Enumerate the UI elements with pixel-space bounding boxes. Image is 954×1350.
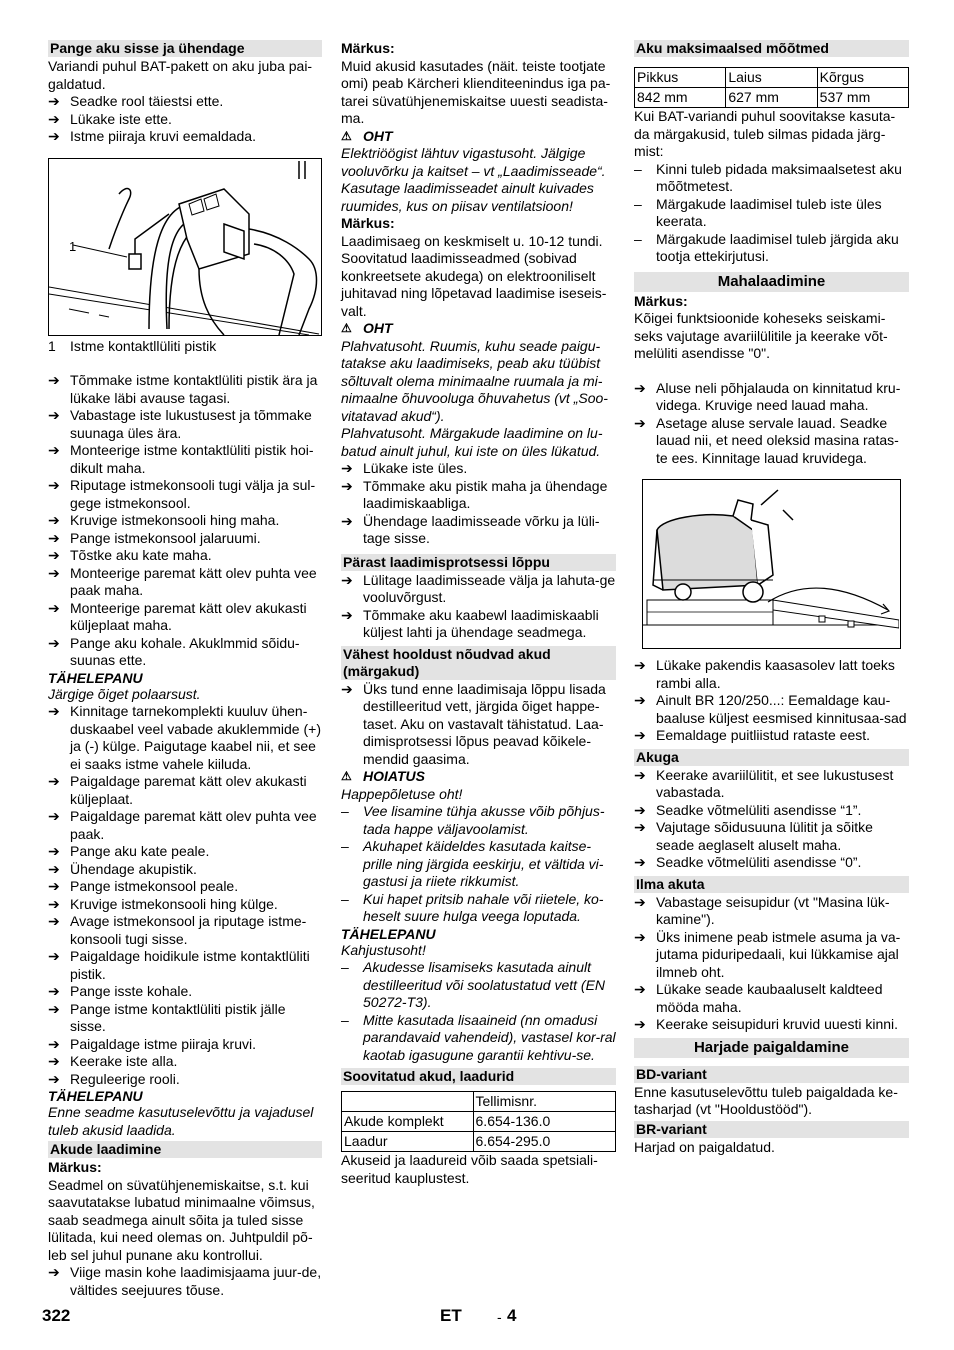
remark-label: Märkus: (341, 40, 395, 56)
dash-marker: – (634, 160, 642, 177)
arrow-icon: ➔ (341, 477, 353, 494)
arrow-icon: ➔ (48, 634, 60, 651)
step-text: Tõmmake aku kaabewl laadimiskaabli küljest lahti ja ühendage seadmega. (363, 606, 599, 640)
step-item (48, 913, 322, 948)
table-row (635, 88, 909, 108)
dash-marker: – (341, 838, 349, 854)
step-text: Monteerige paremat kätt olev akukasti küljeplaat maha. (70, 599, 307, 633)
accessories-table (341, 1091, 616, 1152)
caption-number: 1 (48, 337, 56, 354)
step-text: Keerake avariilülitit, et see lukustusest vabastada. (656, 766, 894, 800)
step-text: Tõmmake aku pistik maha ja ühendage laadimiskaabliga. (363, 477, 608, 511)
step-text: Kruvige istmekonsooli hing külge. (70, 895, 278, 912)
dash-item (341, 891, 616, 926)
step-item (634, 692, 909, 727)
step-item (341, 460, 616, 478)
arrow-icon: ➔ (634, 1016, 646, 1032)
step-text: Pange aku kohale. Akuklmmid sõidu-suunas ette. (70, 634, 300, 668)
section-heading: Akude laadimine (48, 1141, 322, 1158)
step-text: Lükake seade kaubaaluselt kaldteed mööda maha. (656, 981, 883, 1015)
dash-marker: – (341, 959, 349, 975)
arrow-icon: ➔ (48, 529, 60, 546)
arrow-icon: ➔ (634, 379, 646, 396)
step-text: Pange aku kate peale. (70, 843, 210, 859)
table-cell: 627 mm (726, 88, 817, 108)
unloading-figure (642, 479, 901, 649)
dash-text: Akuhapet käideldes kasutada kaitse-prille ning järgida eeskirju, et vältida vi-gastusi ja riiete rikkumist. (363, 838, 604, 889)
dash-list (341, 959, 616, 1064)
arrow-icon: ➔ (48, 983, 60, 999)
arrow-icon: ➔ (341, 606, 353, 623)
paragraph: Harjad on paigaldatud. (634, 1138, 775, 1155)
arrow-icon: ➔ (634, 819, 646, 835)
step-item (634, 767, 909, 802)
step-text: Ühendage akupistik. (70, 860, 197, 877)
step-text: Keerake seisupiduri kruvid uuesti kinni. (656, 1016, 899, 1032)
step-item (48, 477, 322, 512)
arrow-icon: ➔ (634, 692, 646, 708)
step-text: Paigaldage paremat kätt olev akukasti küljeplaat. (70, 773, 307, 807)
step-item (48, 808, 322, 843)
dash-item (341, 803, 616, 838)
danger-text: Elektriöögist lähtuv vigastusoht. Jälgige vooluvõrku ja kaitset – vt „Laadimisseade“. Kasutage laadimisseadet ainult kuivades ruumides, kus on piisav ventilatsioon! (341, 145, 606, 214)
step-item (341, 607, 616, 642)
step-item (634, 894, 909, 929)
dash-text: Mitte kasutada lisaaineid (nn omadusi parandavaid vahendeid), vastasel kor-ral kaotab igasugune garantii kehtivu-se. (363, 1011, 616, 1063)
page-number: 322 (42, 1306, 71, 1325)
step-text: Vajutage sõidusuuna lülitit ja sõitke seade aeglaselt aluselt maha. (656, 819, 873, 853)
arrow-icon: ➔ (634, 801, 646, 818)
arrow-icon: ➔ (634, 981, 646, 997)
figure-callout-label: 1 (69, 238, 77, 254)
step-list (48, 703, 322, 1088)
step-item (48, 1036, 322, 1054)
table-row (635, 68, 909, 88)
step-item (634, 727, 909, 745)
step-item (48, 861, 322, 879)
arrow-icon: ➔ (48, 1035, 60, 1052)
section-heading: Ilma akuta (634, 876, 909, 893)
step-item (341, 513, 616, 548)
warning-triangle-icon: ⚠ (341, 128, 352, 143)
note-title: TÄHELEPANU (48, 669, 143, 686)
arrow-icon: ➔ (48, 547, 60, 563)
step-list (634, 894, 909, 1034)
dash-item (634, 231, 909, 266)
arrow-icon: ➔ (48, 895, 60, 912)
paragraph: Laadimisaeg on keskmiselt u. 10-12 tundi. Soovitatud laadimisseadmed (sobivad konkreetsete akudega) on elektrooniliselt juhitavad ning lõpetavad laadimise iseseis-valt. (341, 232, 607, 319)
arrow-icon: ➔ (48, 703, 60, 719)
step-list (341, 460, 616, 548)
step-list (48, 1264, 322, 1299)
dash-list (341, 803, 616, 926)
dash-text: Märgakude laadimisel tuleb järgida aku tootja ettekirjutusi. (656, 230, 899, 264)
arrow-icon: ➔ (48, 512, 60, 528)
step-list (634, 657, 909, 745)
step-text: Ainult BR 120/250...: Eemaldage kau-baaluse küljest eesmised kinnitusaa-sad (656, 692, 907, 726)
dash-list (634, 161, 909, 266)
arrow-icon: ➔ (341, 460, 353, 476)
table-cell: Pikkus (635, 68, 726, 88)
paragraph: Variandi puhul BAT-pakett on aku juba pai-galdatud. (48, 58, 313, 92)
step-item (48, 1071, 322, 1089)
step-item (48, 878, 322, 896)
arrow-icon: ➔ (634, 727, 646, 743)
paragraph: Seadmel on süvatühjenemiskaitse, s.t. kui saavutatakse lubatud minimaalne võimsus, saab seadmega ainult sõita ja tuled sisse lülitada, kui need olemas on. Juhtpuldil põ-leb sel juhul punane aku kontrollui. (48, 1176, 315, 1263)
dash-marker: – (634, 230, 642, 247)
dash-marker: – (341, 890, 349, 907)
arrow-icon: ➔ (48, 860, 60, 877)
step-item (48, 512, 322, 530)
step-text: Monteerige istme kontaktlüliti pistik hoi-dikult maha. (70, 442, 314, 476)
step-text: Seadke võtmelüliti asendisse “0”. (656, 854, 862, 870)
table-cell: 842 mm (635, 88, 726, 108)
arrow-icon: ➔ (634, 766, 646, 783)
table-cell: Kõrgus (817, 68, 908, 88)
arrow-icon: ➔ (48, 948, 60, 964)
danger-title: ⚠ OHT (341, 127, 393, 144)
step-item (48, 773, 322, 808)
step-text: Lülitage laadimisseade välja ja lahuta-ge vooluvõrgust. (363, 571, 616, 605)
table-cell: Akude komplekt (342, 1112, 474, 1132)
caption-text: Istme kontaktllüliti pistik (70, 337, 217, 354)
note-text: Kahjustusoht! (341, 941, 426, 958)
step-text: Keerake iste alla. (70, 1053, 178, 1069)
danger-text: Plahvatusoht. Ruumis, kuhu seade paigu-tatakse aku laadimiseks, peab aku tüübist sõltuvalt olema minimaalne ruumala ja mi-nimaalne õhuvooluga õhuvahetus (vt „Soo-vitatavad akud“). (341, 337, 608, 424)
step-text: Seadke võtmelüliti asendisse “1”. (656, 801, 862, 818)
table-cell: 6.654-295.0 (473, 1132, 615, 1152)
step-item (48, 565, 322, 600)
step-text: Avage istmekonsool ja riputage istme-konsooli tugi sisse. (70, 913, 307, 947)
dash-item (634, 161, 909, 196)
arrow-icon: ➔ (48, 599, 60, 616)
step-item (634, 981, 909, 1016)
seat-connector-figure (48, 158, 322, 336)
column-3 (634, 40, 909, 1156)
step-text: Kruvige istmekonsooli hing maha. (70, 512, 280, 528)
step-list (341, 572, 616, 642)
dash-text: Vee lisamine tühja akusse võib põhjus-tada happe väljavoolamist. (363, 803, 605, 837)
step-item (634, 657, 909, 692)
dash-marker: – (341, 803, 349, 819)
step-text: Aluse neli põhjalauda on kinnitatud kru-videga. Kruvige need lauad maha. (656, 379, 901, 413)
step-list (634, 380, 909, 468)
step-text: Seadke rool täiestsi ette. (70, 93, 224, 109)
figure-caption (48, 338, 322, 356)
step-item (48, 111, 322, 129)
step-item (48, 1264, 322, 1299)
arrow-icon: ➔ (48, 1000, 60, 1017)
step-item (341, 572, 616, 607)
step-item (48, 896, 322, 914)
step-text: Vabastage seisupidur (vt "Masina lük-kamine"). (656, 893, 890, 927)
step-text: Monteerige paremat kätt olev puhta vee paak maha. (70, 564, 317, 598)
step-text: Üks tund enne laadimisaja lõppu lisada destilleeritud vett, järgida õiget happe-taset. Aku on vastavalt tähistatud. Laa-dimisprotsessi lõpus peavad kõikele-mendid gaasima. (363, 680, 606, 767)
step-item (48, 703, 322, 773)
arrow-icon: ➔ (48, 110, 60, 127)
step-item (48, 948, 322, 983)
step-item (48, 93, 322, 111)
table-row (342, 1092, 616, 1112)
section-heading: Mahalaadimine (634, 272, 909, 292)
paragraph: Enne kasutuselevõttu tuleb paigaldada ke-tasharjad (vt "Hooldustööd"). (634, 1083, 898, 1117)
table-row (342, 1132, 616, 1152)
step-item (341, 681, 616, 769)
danger-text: Plahvatusoht. Märgakude laadimine on lu-batud ainult juhul, kui iste on üles lükatud. (341, 425, 603, 459)
step-text: Lükake pakendis kaasasolev latt toeks rambi alla. (656, 657, 895, 691)
table-cell: 6.654-136.0 (473, 1112, 615, 1132)
step-text: Pange istmekonsool peale. (70, 878, 239, 894)
warning-text: Happepõletuse oht! (341, 785, 463, 802)
paragraph: Kui BAT-variandi puhul soovitakse kasuta-da märgakusid, tuleb silmas pidada järg-mist: (634, 108, 896, 159)
language-code: ET (440, 1306, 462, 1325)
dash-text: Kinni tuleb pidada maksimaalsetest aku mõõtmetest. (656, 160, 902, 194)
dash-marker: – (341, 1011, 349, 1028)
dash-item (341, 838, 616, 891)
step-list (48, 372, 322, 670)
step-item (634, 380, 909, 415)
step-item (48, 1053, 322, 1071)
dash-text: Akudesse lisamiseks kasutada ainult destilleeritud või soolatustatud vett (EN 50272-T3). (363, 959, 606, 1010)
step-text: Paigaldage hoidikule istme kontaktlüliti pistik. (70, 948, 310, 982)
column-2 (341, 40, 616, 1187)
arrow-icon: ➔ (48, 913, 60, 929)
section-number: 4 (507, 1306, 517, 1325)
remark-label: Märkus: (48, 1159, 102, 1175)
arrow-icon: ➔ (341, 680, 353, 697)
arrow-icon: ➔ (48, 442, 60, 458)
step-text: Pange istme kontaktlüliti pistik jälle sisse. (70, 1000, 286, 1034)
arrow-icon: ➔ (634, 893, 646, 910)
step-item (634, 415, 909, 468)
step-item (48, 128, 322, 146)
arrow-icon: ➔ (48, 843, 60, 859)
step-item (48, 600, 322, 635)
danger-title: ⚠ OHT (341, 320, 393, 336)
section-heading: Pärast laadimisprotsessi lõppu (341, 554, 616, 571)
dash-marker: – (634, 195, 642, 212)
section-heading: Vähest hooldust nõudvad akud (märgakud) (341, 646, 616, 680)
arrow-icon: ➔ (48, 1070, 60, 1087)
section-heading: Soovitatud akud, laadurid (341, 1068, 616, 1085)
step-item (634, 1016, 909, 1034)
note-title: TÄHELEPANU (341, 925, 436, 942)
step-item (634, 802, 909, 820)
arrow-icon: ➔ (634, 854, 646, 870)
paragraph: Muid akusid kasutades (näit. teiste tootjate omi) peab Kärcheri klienditeenindus iga pa-tarei süvatühjenemiskaitse uuesti seadista-ma. (341, 57, 611, 126)
step-text: Asetage aluse servale lauad. Seadke lauad nii, et need oleksid masina ratas-te ees. Kinnitage lauad kruvidega. (656, 414, 899, 466)
section-heading: BR-variant (634, 1121, 909, 1138)
table-cell: Laius (726, 68, 817, 88)
dash-text: Märgakude laadimisel tuleb iste üles keerata. (656, 195, 882, 229)
paragraph: Akuseid ja laadureid võib saada spetsiali-seeritud kauplustest. (341, 1152, 598, 1186)
step-item (48, 635, 322, 670)
dash-text: Kui hapet pritsib nahale või riietele, ko-heselt suure hulga veega loputada. (363, 890, 604, 924)
note-text: Järgige õiget polaarsust. (48, 685, 201, 702)
step-list (48, 93, 322, 146)
step-item (48, 407, 322, 442)
remark-label: Märkus: (341, 215, 395, 231)
table-cell: Laadur (342, 1132, 474, 1152)
step-item (48, 983, 322, 1001)
remark-label: Märkus: (634, 292, 688, 309)
step-text: Lükake iste üles. (363, 460, 468, 476)
step-list (634, 767, 909, 872)
step-text: Vabastage iste lukustusest ja tõmmake suunaga üles ära. (70, 407, 312, 441)
warning-triangle-icon: ⚠ (341, 321, 352, 335)
seat-connector-illustration (49, 159, 321, 335)
table-cell: 537 mm (817, 88, 908, 108)
step-item (48, 442, 322, 477)
warning-triangle-icon: ⚠ (341, 769, 352, 783)
arrow-icon: ➔ (48, 128, 60, 144)
section-heading: Pange aku sisse ja ühendage (48, 40, 322, 57)
arrow-icon: ➔ (48, 1264, 60, 1280)
table-row (342, 1112, 616, 1132)
arrow-icon: ➔ (48, 477, 60, 493)
section-heading: BD-variant (634, 1066, 909, 1083)
step-item (48, 547, 322, 565)
battery-dimensions-table (634, 67, 909, 108)
arrow-icon: ➔ (48, 1053, 60, 1069)
step-text: Viige masin kohe laadimisjaama juur-de, vältides seejuures tõuse. (70, 1264, 322, 1298)
dash-item (634, 196, 909, 231)
arrow-icon: ➔ (48, 372, 60, 388)
step-item (48, 530, 322, 548)
arrow-icon: ➔ (48, 878, 60, 894)
step-item (341, 478, 616, 513)
arrow-icon: ➔ (48, 773, 60, 789)
step-text: Riputage istmekonsooli tugi välja ja sul-gege istmekonsool. (70, 477, 316, 511)
step-text: Üks inimene peab istmele asuma ja va-jutama piduripedaali, kui lükkamise ajal ilmneb oht. (656, 928, 901, 980)
note-title: TÄHELEPANU (48, 1088, 143, 1104)
table-cell: Tellimisnr. (473, 1092, 615, 1112)
arrow-icon: ➔ (341, 512, 353, 529)
step-item (48, 843, 322, 861)
dash-item (341, 1012, 616, 1065)
footer-separator: - (497, 1309, 502, 1325)
dash-item (341, 959, 616, 1012)
step-item (634, 929, 909, 982)
step-text: Paigaldage paremat kätt olev puhta vee paak. (70, 808, 317, 842)
step-text: Ühendage laadimisseade võrku ja lüli-tage sisse. (363, 512, 600, 546)
arrow-icon: ➔ (634, 414, 646, 431)
step-text: Lükake iste ette. (70, 110, 172, 127)
column-1 (48, 40, 322, 1299)
step-text: Kinnitage tarnekomplekti kuuluv ühen-duskaabel veel vabade akuklemmide (+) ja (-) külge. Paigutage kaabel nii, et see ei saaks istme vahele kiiluda. (70, 703, 321, 772)
arrow-icon: ➔ (48, 564, 60, 581)
step-item (634, 819, 909, 854)
arrow-icon: ➔ (48, 407, 60, 423)
section-heading: Aku maksimaalsed mõõtmed (634, 40, 909, 57)
step-text: Tõmmake istme kontaktlüliti pistik ära ja lükake läbi avause tagasi. (70, 372, 318, 406)
section-heading: Akuga (634, 749, 909, 766)
note-text: Enne seadme kasutuselevõttu ja vajadusel tuleb akusid laadida. (48, 1104, 314, 1138)
arrow-icon: ➔ (48, 93, 60, 109)
step-text: Pange isste kohale. (70, 983, 193, 999)
arrow-icon: ➔ (634, 928, 646, 945)
step-item (48, 372, 322, 407)
step-list (341, 681, 616, 769)
step-text: Eemaldage puitliistud rataste eest. (656, 727, 871, 743)
step-text: Istme piiraja kruvi eemaldada. (70, 128, 256, 144)
section-heading: Harjade paigaldamine (634, 1038, 909, 1058)
step-item (48, 1001, 322, 1036)
step-item (634, 854, 909, 872)
machine-unloading-illustration (643, 480, 899, 648)
step-text: Reguleerige rooli. (70, 1070, 180, 1087)
arrow-icon: ➔ (48, 808, 60, 824)
arrow-icon: ➔ (341, 571, 353, 588)
arrow-icon: ➔ (634, 657, 646, 673)
step-text: Pange istmekonsool jalaruumi. (70, 529, 261, 546)
step-text: Tõstke aku kate maha. (70, 547, 212, 563)
paragraph: Kõigei funktsioonide koheseks seiskami-seks vajutage avariilülitile ja keerake võt-melüliti asendisse "0". (634, 310, 888, 361)
step-text: Paigaldage istme piiraja kruvi. (70, 1035, 256, 1052)
table-cell (342, 1092, 474, 1112)
warning-title: ⚠ HOIATUS (341, 768, 425, 784)
